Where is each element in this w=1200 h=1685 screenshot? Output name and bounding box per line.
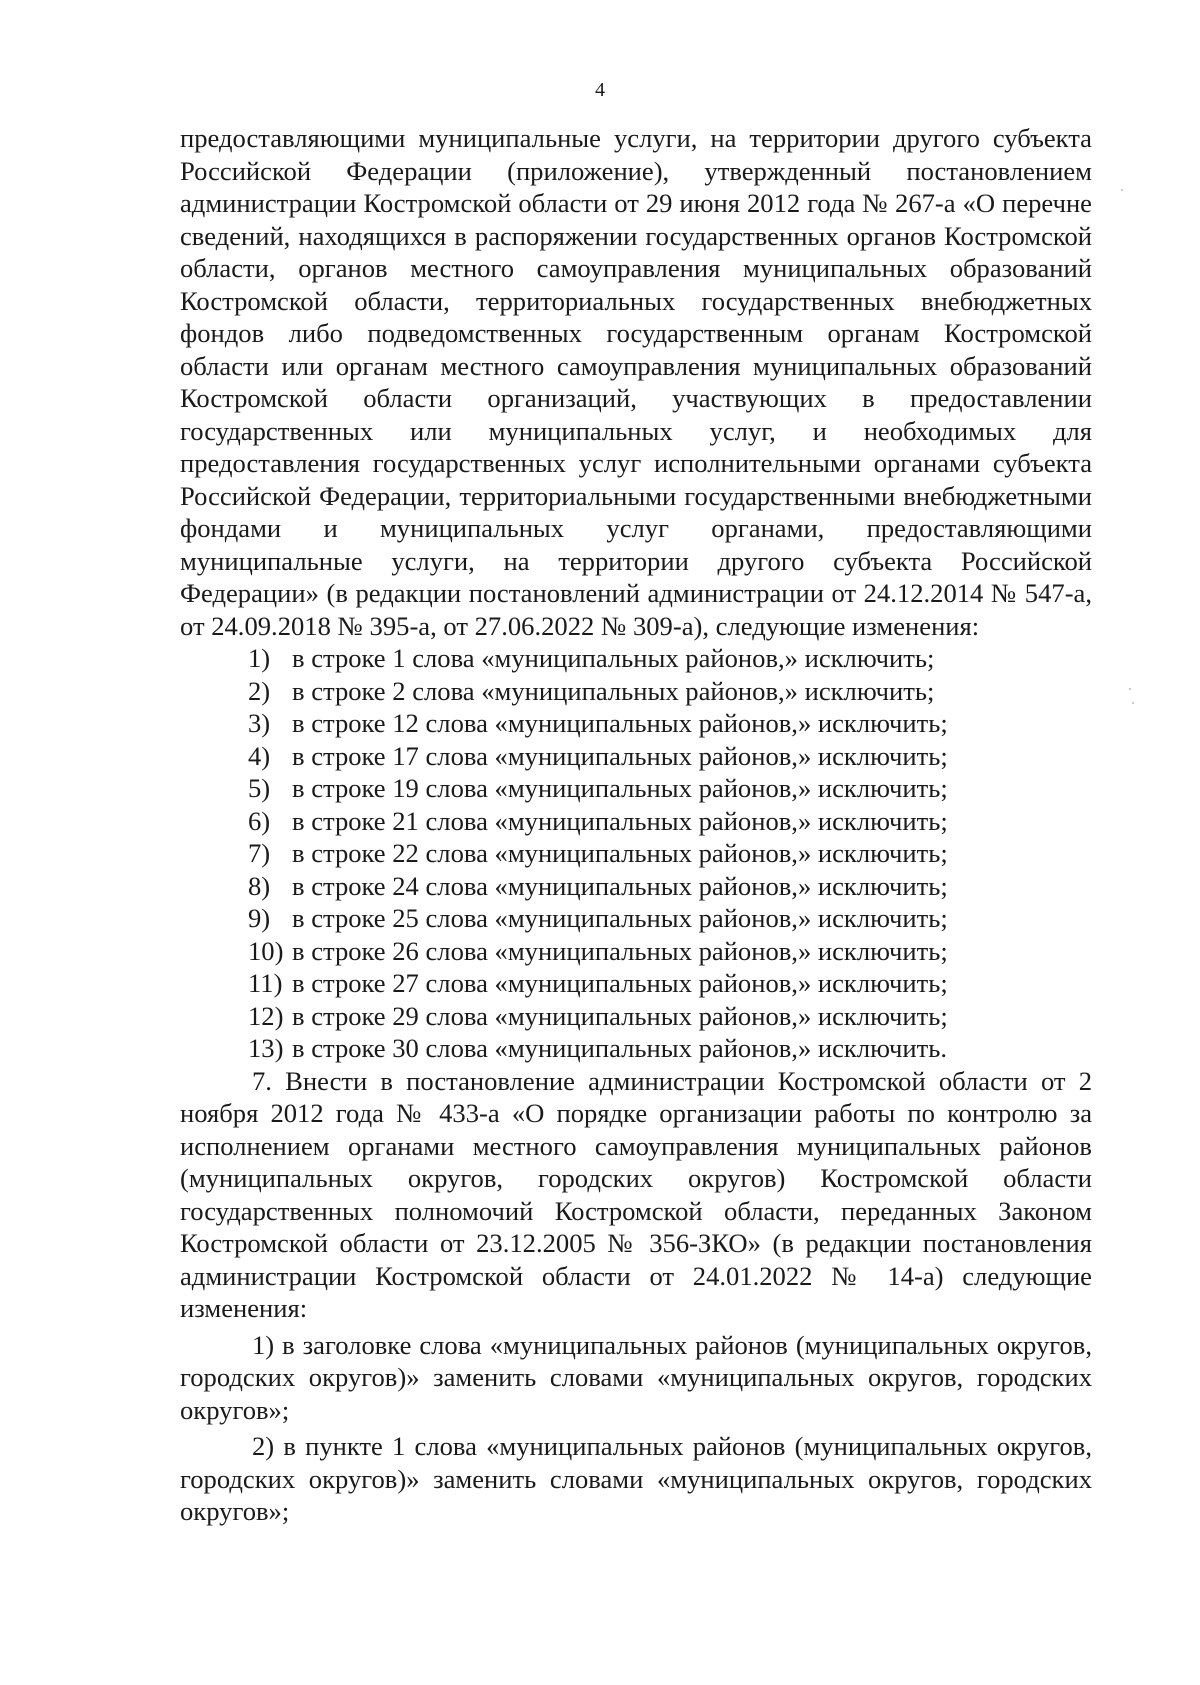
list-item-text: в строке 17 слова «муниципальных районов,» исключить; <box>292 740 948 771</box>
list-item-text: в строке 21 слова «муниципальных районов,» исключить; <box>292 805 948 836</box>
paragraph-continuation: предоставляющими муниципальные услуги, на территории другого субъекта Российской Федерации (приложение), утвержденный постановлением администрации Костромской области от 29 июня 2012 года № 267-а «О перечне сведений, находящихся в распоряжении государственных органов Костромской области, органов местного самоуправления муниципальных образований Костромской области, территориальных государственных внебюджетных фондов либо подведомственных государственным органам Костромской области или органам местного самоуправления муниципальных образований Костромской области организаций, участвующих в предоставлении государственных или муниципальных услуг, и необходимых для предоставления государственных услуг исполнительными органами субъекта Российской Федерации, территориальными государственными внебюджетными фондами и муниципальных услуг органами, предоставляющими муниципальные услуги, на территории другого субъекта Российской Федерации» (в редакции постановлений администрации от 24.12.2014 № 547-а, от 24.09.2018 № 395-а, от 27.06.2022 № 309-а), следующие изменения: <box>180 123 1092 641</box>
list-item-text: в строке 30 слова «муниципальных районов,» исключить. <box>292 1033 947 1063</box>
scan-speck <box>1121 189 1123 191</box>
sub-item-2: 2) в пункте 1 слова «муниципальных районов (муниципальных округов, городских округов)» заменить словами «муниципальных округов, городских округов»; <box>180 1431 1092 1526</box>
list-item-number: 8) <box>248 870 271 901</box>
list-item-number: 13) <box>248 1033 284 1063</box>
list-item-text: в строке 25 слова «муниципальных районов,» исключить; <box>292 903 948 933</box>
amendments-list <box>180 642 1092 1065</box>
list-item-text: в строке 12 слова «муниципальных районов,» исключить; <box>292 708 948 738</box>
list-item <box>180 1000 1092 1033</box>
list-item <box>180 1032 1092 1065</box>
list-item <box>180 707 1092 740</box>
list-item-text: в строке 24 слова «муниципальных районов,» исключить; <box>292 870 948 901</box>
list-item <box>180 967 1092 1000</box>
list-item-number: 10) <box>248 935 284 966</box>
list-item-text: в строке 19 слова «муниципальных районов,» исключить; <box>292 773 948 803</box>
list-item-text: в строке 22 слова «муниципальных районов,» исключить; <box>292 838 948 868</box>
list-item-number: 4) <box>248 740 271 771</box>
list-item <box>180 902 1092 935</box>
list-item-number: 9) <box>248 903 271 933</box>
sub-item-1: 1) в заголовке слова «муниципальных районов (муниципальных округов, городских округов)» заменить словами «муниципальных округов, городских округов»; <box>180 1329 1092 1425</box>
list-item-text: в строке 2 слова «муниципальных районов,» исключить; <box>292 675 935 706</box>
list-item <box>180 772 1092 805</box>
list-item-text: в строке 29 слова «муниципальных районов,» исключить; <box>292 1000 948 1031</box>
document-body <box>180 122 1092 1528</box>
list-item-number: 3) <box>248 708 271 738</box>
list-item <box>180 935 1092 968</box>
list-item-text: в строке 26 слова «муниципальных районов,» исключить; <box>292 935 948 966</box>
scan-speck <box>1132 702 1134 704</box>
page-number: 4 <box>595 79 605 101</box>
list-item <box>180 870 1092 903</box>
list-item-number: 12) <box>248 1000 284 1031</box>
list-item-number: 1) <box>248 643 271 673</box>
list-item <box>180 837 1092 870</box>
paragraph-section-7: 7. Внести в постановление администрации Костромской области от 2 ноября 2012 года № 433-а «О порядке организации работы по контролю за исполнением органами местного самоуправления муниципальных районов (муниципальных округов, городских округов) Костромской области государственных полномочий Костромской области, переданных Законом Костромской области от 23.12.2005 № 356-ЗКО» (в редакции постановления администрации Костромской области от 24.01.2022 № 14-а) следующие изменения: <box>180 1065 1092 1323</box>
list-item-number: 7) <box>248 838 271 868</box>
list-item-number: 6) <box>248 805 271 836</box>
list-item <box>180 642 1092 675</box>
list-item-text: в строке 1 слова «муниципальных районов,» исключить; <box>292 643 935 673</box>
list-item-number: 11) <box>248 968 283 998</box>
scan-speck <box>1129 688 1131 690</box>
list-item <box>180 675 1092 708</box>
list-item <box>180 740 1092 773</box>
list-item-text: в строке 27 слова «муниципальных районов,» исключить; <box>292 968 948 998</box>
list-item-number: 2) <box>248 675 271 706</box>
list-item <box>180 805 1092 838</box>
list-item-number: 5) <box>248 773 271 803</box>
